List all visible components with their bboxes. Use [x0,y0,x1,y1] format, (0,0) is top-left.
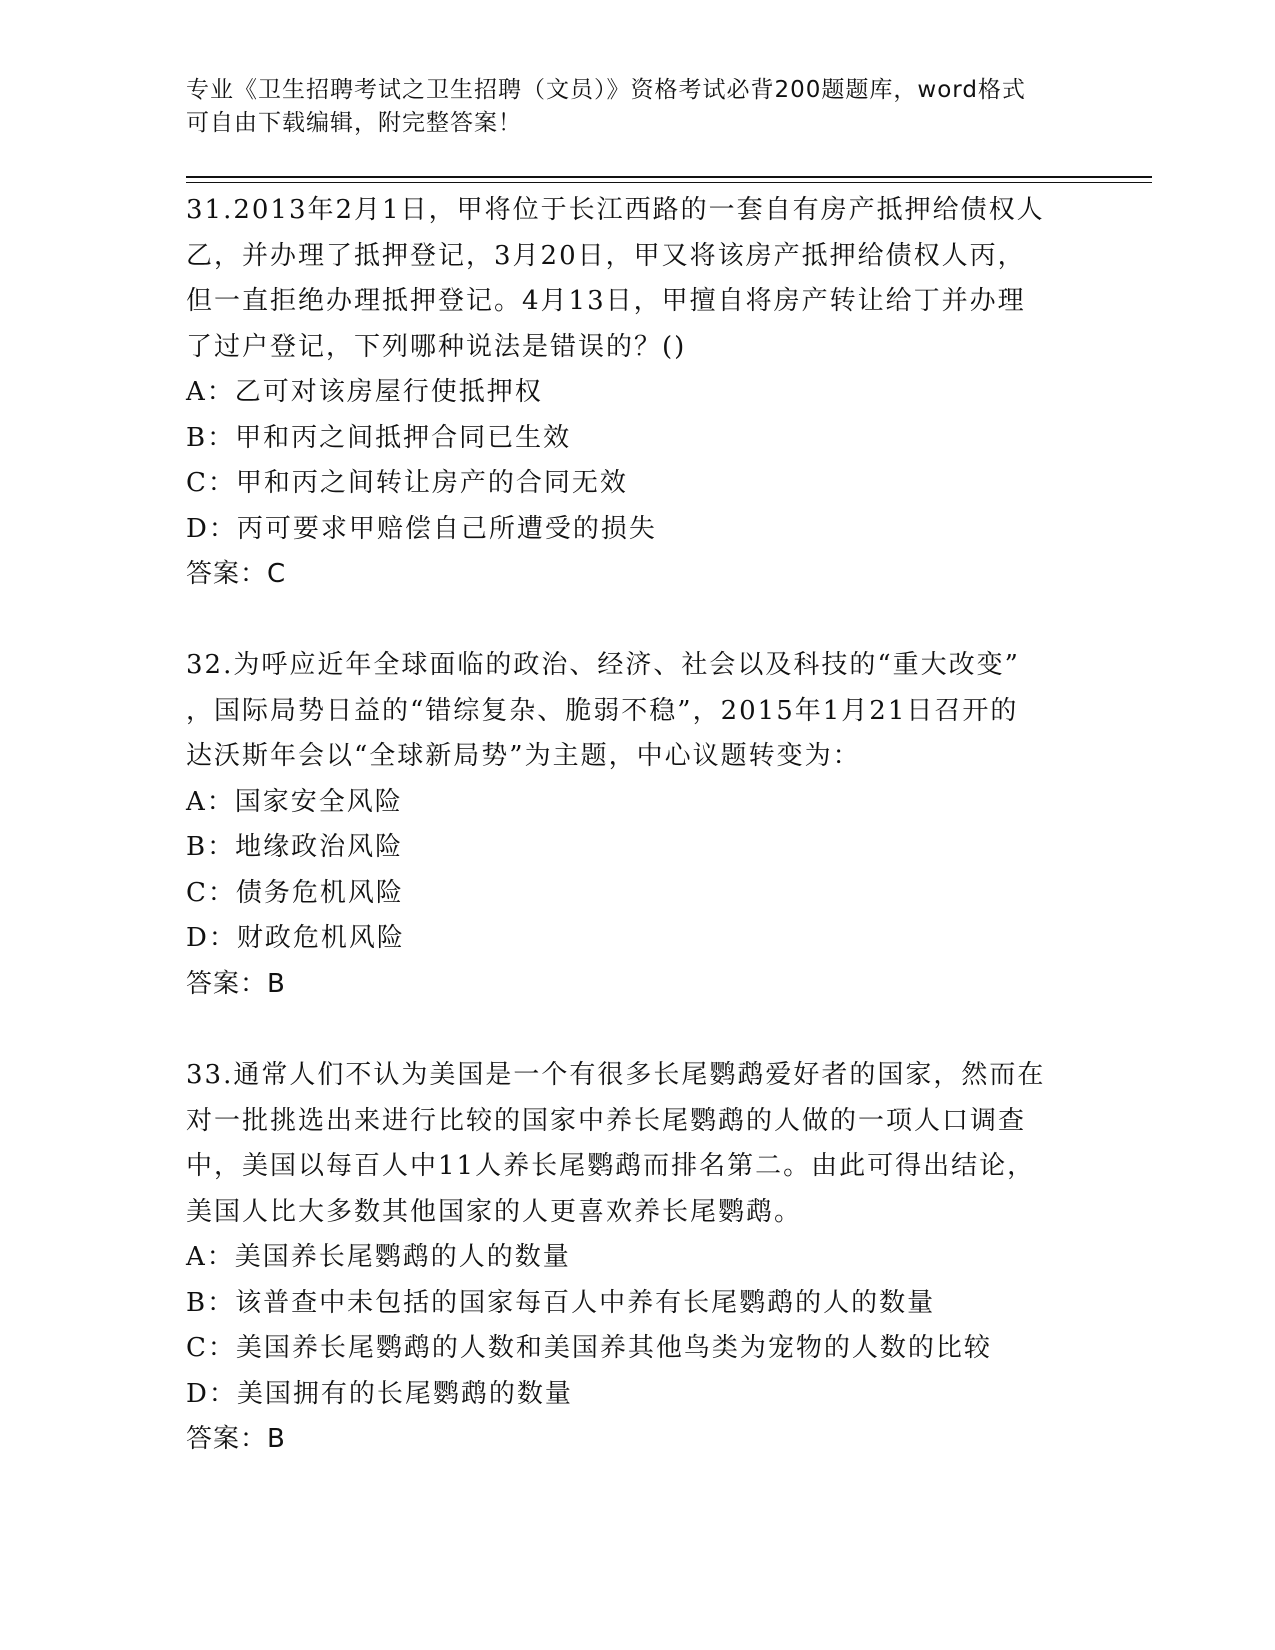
option-b: B：甲和丙之间抵押合同已生效 [186,422,572,453]
question-text-line: 了过户登记，下列哪种说法是错误的？() [186,331,687,362]
option-c: C：债务危机风险 [186,877,404,908]
answer: 答案：B [186,968,286,999]
header-rule-thin [186,182,1152,183]
answer: 答案：B [186,1424,286,1454]
option-a: A：乙可对该房屋行使抵押权 [186,377,543,407]
question-text-line: 乙，并办理了抵押登记，3月20日，甲又将该房产抵押给债权人丙， [186,240,1026,271]
option-c: C：美国养长尾鹦鹉的人数和美国养其他鸟类为宠物的人数的比较 [186,1333,992,1363]
question-33 [186,1053,1086,1463]
document-header [186,74,1066,140]
option-d: D：丙可要求甲赔偿自己所遭受的损失 [186,513,657,544]
option-d: D：美国拥有的长尾鹦鹉的数量 [186,1378,573,1409]
option-a: A：美国养长尾鹦鹉的人的数量 [186,1242,571,1272]
header-line-2: 可自由下载编辑，附完整答案！ [186,110,522,136]
question-text-line: 33.通常人们不认为美国是一个有很多长尾鹦鹉爱好者的国家，然而在 [186,1060,1046,1090]
option-d: D：财政危机风险 [186,923,405,953]
question-text-line: 31.2013年2月1日，甲将位于长江西路的一套自有房产抵押给债权人 [186,195,1045,225]
answer: 答案：C [186,559,287,589]
option-c: C：甲和丙之间转让房产的合同无效 [186,468,628,498]
question-text-line: 32.为呼应近年全球面临的政治、经济、社会以及科技的“重大改变” [186,650,1020,680]
header-rule-thick [186,176,1152,178]
question-32 [186,643,1086,1007]
question-31 [186,188,1086,598]
question-text-line: 达沃斯年会以“全球新局势”为主题，中心议题转变为： [186,741,861,771]
question-text-line: 中，美国以每百人中11人养长尾鹦鹉而排名第二。由此可得出结论， [186,1151,1036,1181]
question-text-line: 但一直拒绝办理抵押登记。4月13日，甲擅自将房产转让给丁并办理 [186,286,1026,316]
option-b: B：该普查中未包括的国家每百人中养有长尾鹦鹉的人的数量 [186,1287,936,1318]
option-a: A：国家安全风险 [186,786,403,817]
question-text-line: 对一批挑选出来进行比较的国家中养长尾鹦鹉的人做的一项人口调查 [186,1105,1027,1136]
question-text-line: ，国际局势日益的“错综复杂、脆弱不稳”，2015年1月21日召开的 [186,695,1019,726]
question-text-line: 美国人比大多数其他国家的人更喜欢养长尾鹦鹉。 [186,1196,803,1227]
header-line-1: 专业《卫生招聘考试之卫生招聘（文员）》资格考试必背200题题库，word格式 [186,77,1026,103]
option-b: B：地缘政治风险 [186,832,404,862]
